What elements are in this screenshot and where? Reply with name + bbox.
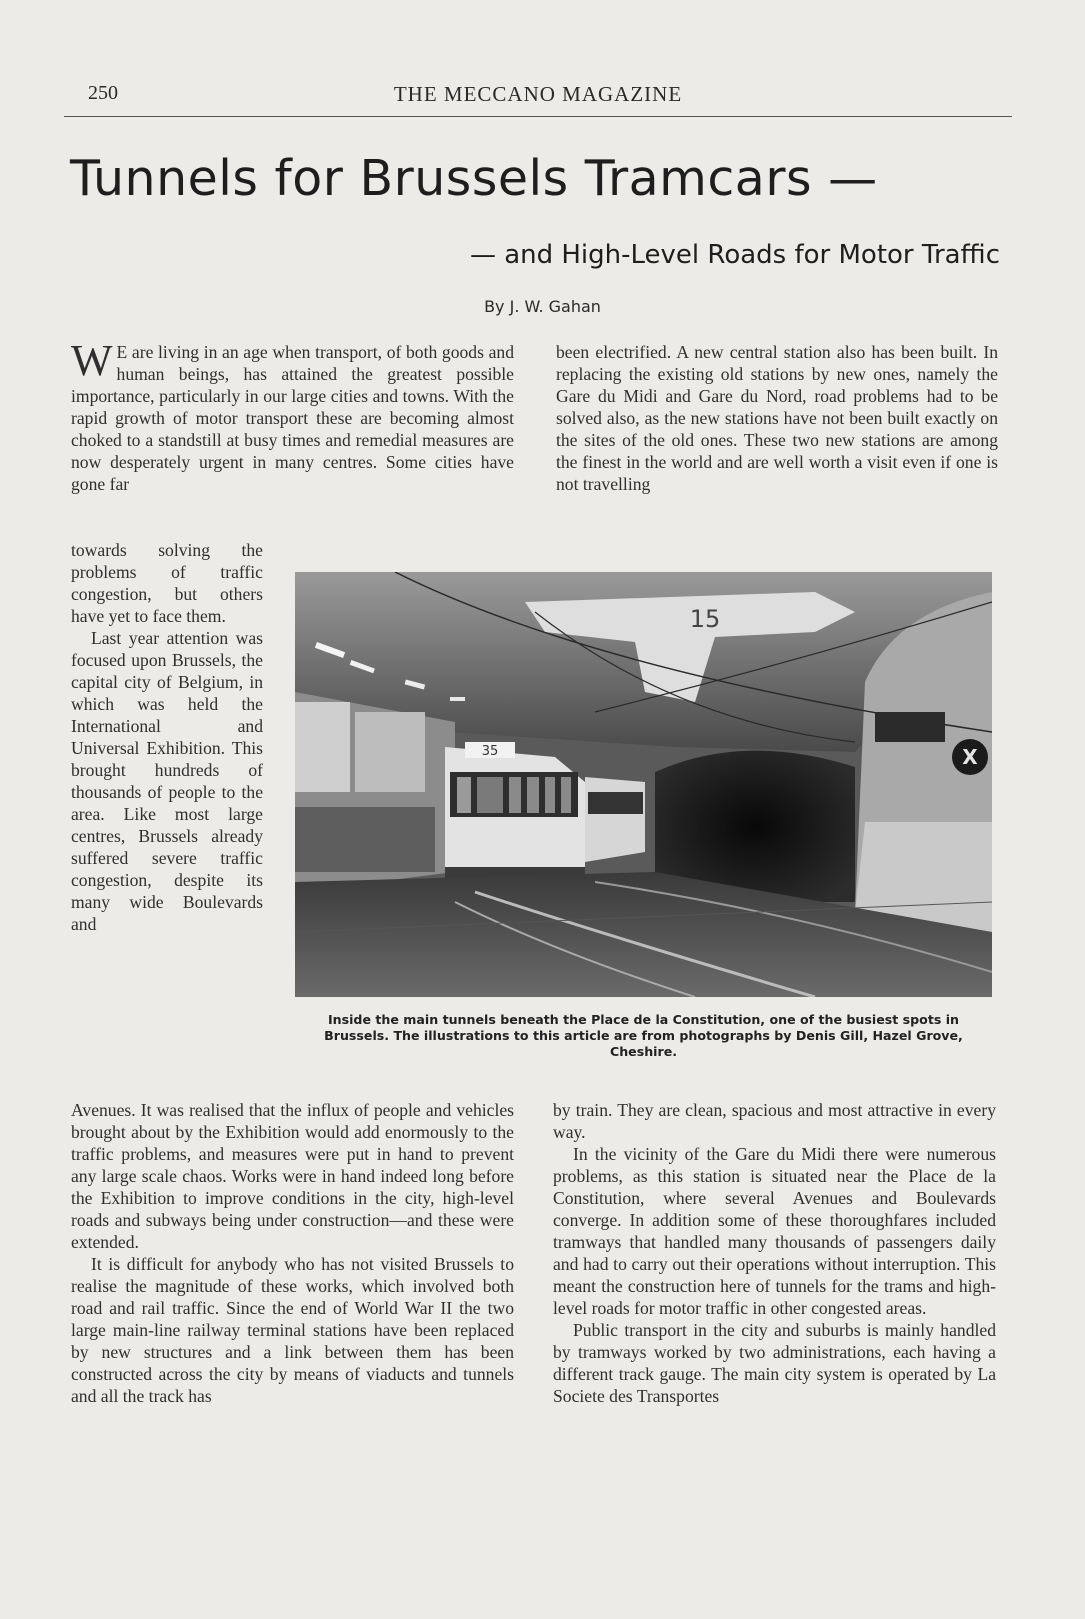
drop-cap: W [71,336,113,385]
paragraph: by train. They are clean, spacious and most attractive in every way. [553,1100,996,1142]
column-1-top [71,336,514,495]
paragraph: It is difficult for anybody who has not visited Brussels to realise the magnitude of these works, which involved both road and rail traffic. Since the end of World War II the two large main-line railway terminal stations have been replaced by new structures and a link between them has been constructed across the city by means of viaducts and tunnels and all the track has [71,1254,514,1406]
article-title: Tunnels for Brussels Tramcars — [70,150,878,207]
paragraph: In the vicinity of the Gare du Midi there were numerous problems, as this station is situated near the Place de la Constitution, where several Avenues and Boulevards converge. In addition some of these thoroughfares included tramways that handled many thousands of passengers daily and had to carry out their operations without interruption. This meant the construction here of tunnels for the trams and high-level roads for motor traffic in other congested areas. [553,1144,996,1318]
paragraph: towards solving the problems of traffic congestion, but others have yet to face them. [71,540,263,626]
paragraph: Public transport in the city and suburbs is mainly handled by tramways worked by two administrations, each having a different track gauge. The main city system is operated by La Societe des Transportes [553,1320,996,1406]
narrow-column [71,539,263,935]
column-2-bottom [553,1099,996,1407]
tunnel-sign-text: 15 [689,605,721,633]
paragraph: Avenues. It was realised that the influx of people and vehicles brought about by the Exhibition would add enormously to the traffic problems, and measures were put in hand to prevent any large scale chaos. Works were in hand indeed long before the Exhibition to improve conditions in the city, high-level roads and subways being under construction—and these were extended. [71,1100,514,1252]
page-number: 250 [88,82,118,104]
column-2-top [556,341,998,495]
byline: By J. W. Gahan [484,297,601,316]
opening-paragraph: W E are living in an age when transport, of both goods and human beings, has attained the greatest possible importance, particularly in our large cities and towns. With the rapid growth of motor transport these are becoming almost choked to a standstill at busy times and remedial measures are now desperately urgent in many centres. Some cities have gone far [71,336,514,494]
article-subtitle: — and High-Level Roads for Motor Traffic [469,240,1000,270]
paragraph: been electrified. A new central station also has been built. In replacing the existing old stations by new ones, namely the Gare du Midi and Gare du Nord, road problems had to be solved also, as the new stations have not been built exactly on the sites of the old ones. These two new stations are among the finest in the world and are well worth a visit even if one is not travelling [556,342,998,494]
svg-text:X: X [962,745,978,769]
page-header [64,78,1012,117]
paragraph: Last year attention was focused upon Brussels, the capital city of Belgium, in which was held the International and Universal Exhibition. This brought hundreds of thousands of people to the area. Like most large centres, Brussels already suffered severe traffic congestion, despite its many wide Boulevards and [71,628,263,934]
tunnel-photo [295,572,992,997]
photo-caption: Inside the main tunnels beneath the Place de la Constitution, one of the busiest spots in Brussels. The illustrations to this article are from photographs by Denis Gill, Hazel Grove, Cheshire. [324,1012,963,1059]
tram-number: 35 [481,744,499,759]
magazine-title: THE MECCANO MAGAZINE [393,82,683,106]
column-1-bottom [71,1099,514,1407]
